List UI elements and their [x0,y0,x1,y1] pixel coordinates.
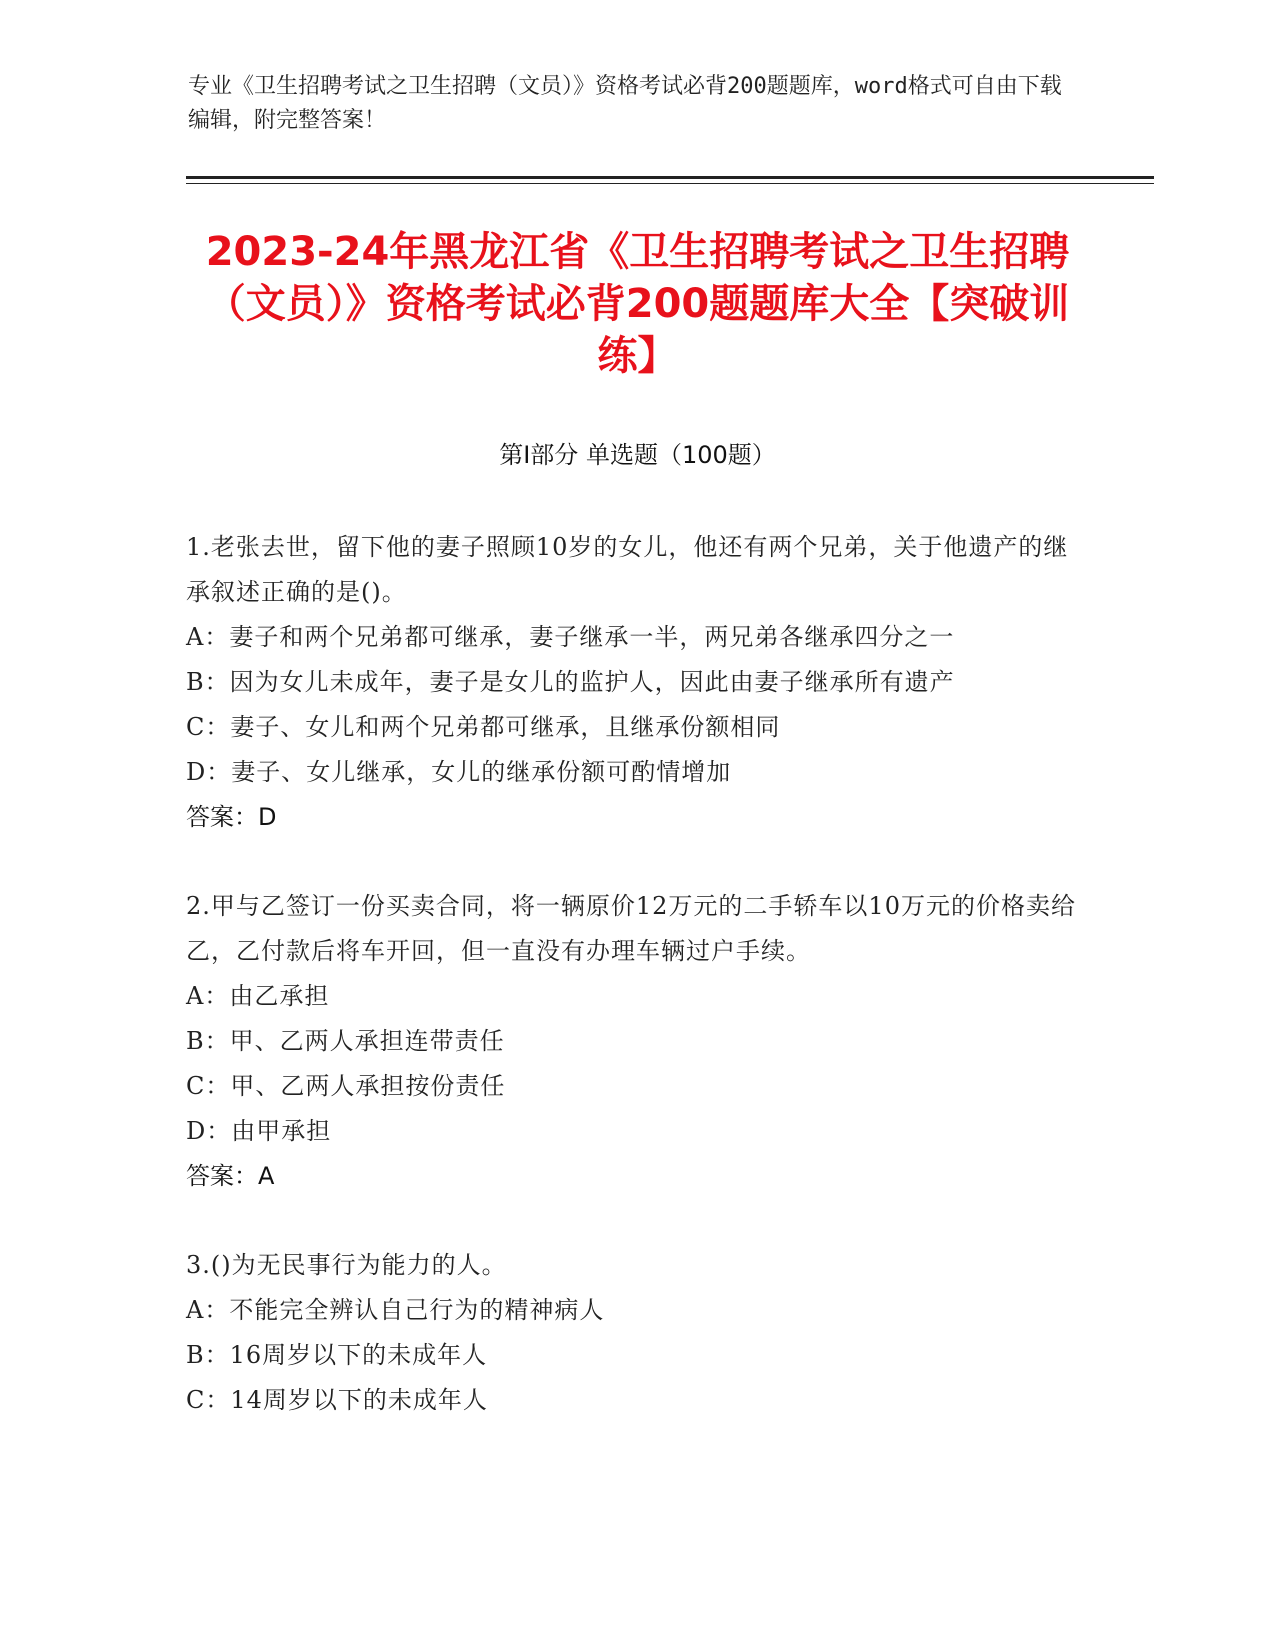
option-a: A：妻子和两个兄弟都可继承，妻子继承一半，两兄弟各继承四分之一 [186,623,955,651]
answer-label: 答案：A [186,1162,275,1190]
option-a: A：不能完全辨认自己行为的精神病人 [186,1296,605,1324]
option-b: B：甲、乙两人承担连带责任 [186,1027,505,1055]
question-stem: 3.()为无民事行为能力的人。 [186,1251,507,1279]
question-stem: 2.甲与乙签订一份买卖合同，将一辆原价12万元的二手轿车以10万元的价格卖给乙，乙付款后将车开回，但一直没有办理车辆过户手续。 [186,892,1076,965]
header-divider-thick [186,176,1154,179]
option-c: C：妻子、女儿和两个兄弟都可继承，且继承份额相同 [186,713,781,741]
header-divider-thin [186,183,1154,184]
option-d: D：妻子、女儿继承，女儿的继承份额可酌情增加 [186,758,732,786]
question-1 [186,525,1076,840]
option-b: B：16周岁以下的未成年人 [186,1341,488,1369]
option-c: C：甲、乙两人承担按份责任 [186,1072,506,1100]
question-list [186,525,1076,1467]
option-d: D：由甲承担 [186,1117,332,1145]
question-stem: 1.老张去世，留下他的妻子照顾10岁的女儿，他还有两个兄弟，关于他遗产的继承叙述正确的是()。 [186,533,1069,606]
option-b: B：因为女儿未成年，妻子是女儿的监护人，因此由妻子继承所有遗产 [186,668,955,696]
section-heading: 第I部分 单选题（100题） [499,441,776,469]
option-c: C：14周岁以下的未成年人 [186,1386,488,1414]
question-2 [186,884,1076,1199]
header-note: 专业《卫生招聘考试之卫生招聘（文员）》资格考试必背200题题库，word格式可自由下载编辑，附完整答案！ [188,74,1062,133]
answer-label: 答案：D [186,803,277,831]
document-title: 2023-24年黑龙江省《卫生招聘考试之卫生招聘（文员）》资格考试必背200题题库大全【突破训练】 [205,229,1070,379]
question-3 [186,1243,1076,1423]
option-a: A：由乙承担 [186,982,330,1010]
